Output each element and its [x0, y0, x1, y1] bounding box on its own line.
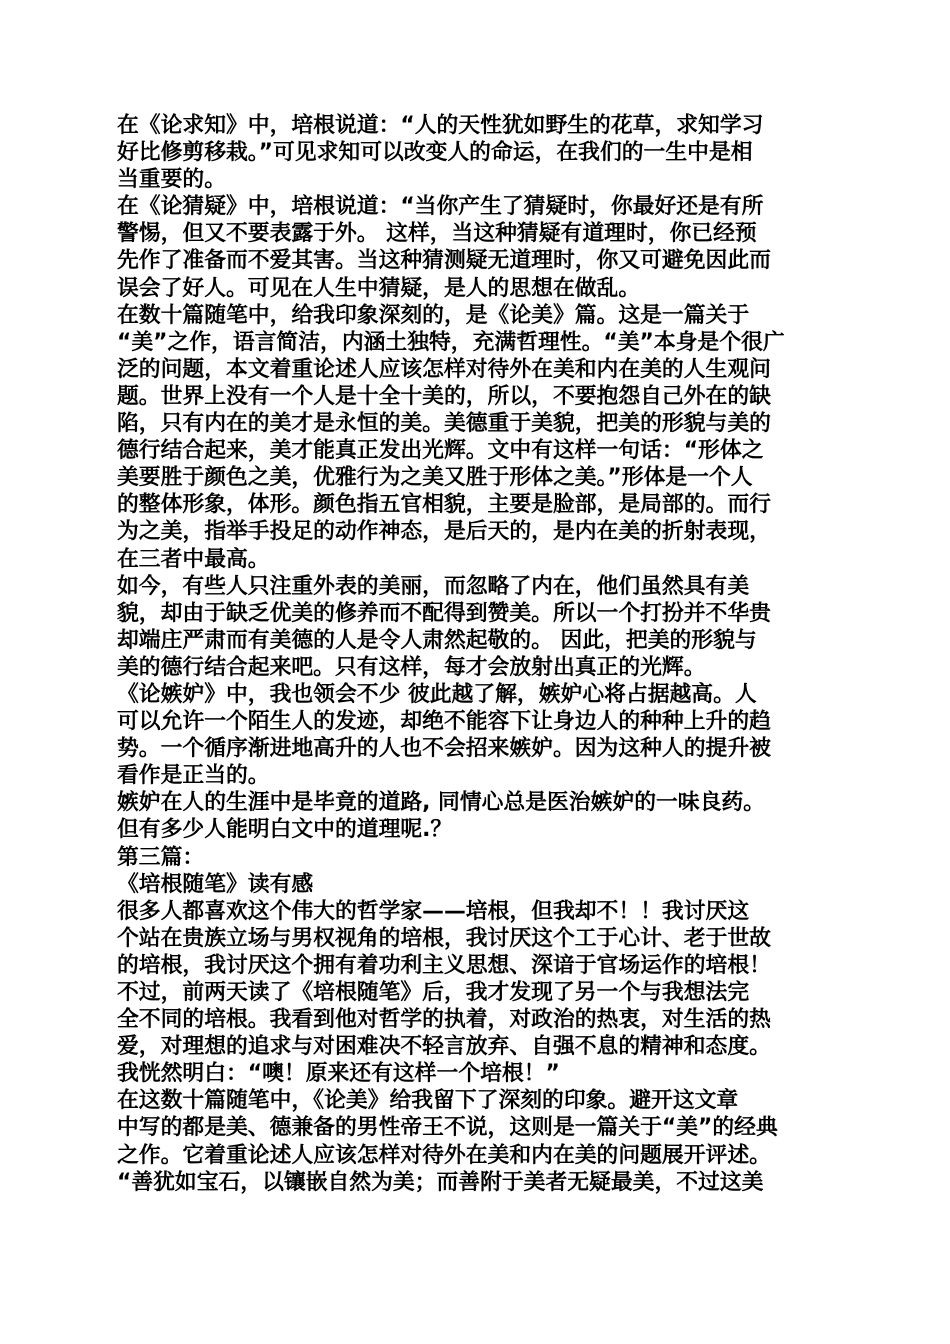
text-line: 美要胜于颜色之美，优雅行为之美又胜于形体之美。”形体是一个人 — [117, 465, 753, 491]
text-line: 但有多少人能明白文中的道理呢.？ — [117, 817, 453, 843]
text-line: 如今，有些人只注重外表的美丽，而忽略了内在，他们虽然具有美 — [117, 573, 750, 599]
text-line: 《论嫉妒》中，我也领会不少 彼此越了解，嫉妒心将占据越高。人 — [117, 681, 757, 707]
text-line: 之作。它着重论述人应该怎样对待外在美和内在美的问题展开评述。 — [117, 1142, 771, 1168]
text-line: 个站在贵族立场与男权视角的培根，我讨厌这个工于心计、老于世故 — [117, 925, 771, 951]
text-line: 误会了好人。可见在人生中猜疑，是人的思想在做乱。 — [117, 275, 641, 301]
text-line: 不过，前两天读了《培根随笔》后，我才发现了另一个与我想法完 — [117, 980, 750, 1005]
text-line: 爱，对理想的追求与对困难决不轻言放弃、自强不息的精神和态度。 — [117, 1034, 771, 1060]
text-line: 先作了准备而不爱其害。当这种猜测疑无道理时，你又可避免因此而 — [117, 248, 771, 274]
text-line: 很多人都喜欢这个伟大的哲学家——培根，但我却不！！我讨厌这 — [117, 898, 750, 924]
text-line: 在三者中最高。 — [117, 546, 270, 572]
text-line: “善犹如宝石，以镶嵌自然为美；而善附于美者无疑最美，不过这美 — [117, 1169, 764, 1195]
text-line: 警惕，但又不要表露于外。 这样，当这种猜疑有道理时，你已经预 — [117, 221, 757, 247]
text-line: 在这数十篇随笔中，《论美》给我留下了深刻的印象。避开这文章 — [117, 1088, 739, 1114]
text-line: 陷，只有内在的美才是永恒的美。美德重于美貌，把美的形貌与美的 — [117, 411, 771, 437]
text-line: 泛的问题，本文着重论述人应该怎样对待外在美和内在美的人生观问 — [117, 356, 771, 382]
text-line: 全不同的培根。我看到他对哲学的执着，对政治的热衷，对生活的热 — [117, 1007, 771, 1033]
text-line: 为之美，指举手投足的动作神态，是后天的，是内在美的折射表现， — [117, 519, 771, 545]
text-line: 《培根随笔》读有感 — [117, 871, 314, 897]
text-line: 德行结合起来，美才能真正发出光辉。文中有这样一句话：“形体之 — [117, 438, 764, 464]
text-line: 却端庄严肃而有美德的人是令人肃然起敬的。 因此，把美的形貌与 — [117, 627, 757, 653]
text-line: 貌，却由于缺乏优美的修养而不配得到赞美。所以一个打扮并不华贵 — [117, 600, 771, 626]
text-line: 我恍然明白：“噢！原来还有这样一个培根！” — [117, 1061, 560, 1087]
text-line: 第三篇： — [117, 844, 205, 870]
text-line: 在数十篇随笔中，给我印象深刻的，是《论美》篇。这是一篇关于 — [117, 302, 750, 328]
text-line: 的整体形象，体形。颜色指五官相貌，主要是脸部，是局部的。而行 — [117, 492, 771, 518]
text-line: 美的德行结合起来吧。只有这样，每才会放射出真正的光辉。 — [117, 654, 706, 680]
text-line: “美”之作，语言简洁，内涵土独特，充满哲理性。“美”本身是个很广 — [117, 329, 785, 355]
text-line: 嫉妒在人的生涯中是毕竟的道路, 同情心总是医治嫉妒的一味良药。 — [117, 790, 765, 816]
text-line: 当重要的。 — [117, 167, 226, 193]
text-line: 可以允许一个陌生人的发迹，却绝不能容下让身边人的种种上升的趋 — [117, 709, 771, 735]
text-line: 中写的都是美、德兼备的男性帝王不说，这则是一篇关于“美”的经典 — [117, 1115, 778, 1141]
text-line: 的培根，我讨厌这个拥有着功利主义思想、深谙于官场运作的培根！ — [117, 952, 771, 978]
text-line: 在《论猜疑》中，培根说道：“当你产生了猜疑时，你最好还是有所 — [117, 194, 764, 220]
text-line: 题。世界上没有一个人是十全十美的，所以，不要抱怨自己外在的缺 — [117, 383, 771, 409]
body-text — [117, 112, 839, 1196]
text-line: 势。一个循序渐进地高升的人也不会招来嫉妒。因为这种人的提升被 — [117, 736, 771, 762]
text-line: 在《论求知》中，培根说道：“人的天性犹如野生的花草，求知学习 — [117, 113, 764, 138]
text-line: 看作是正当的。 — [117, 763, 270, 789]
text-line: 好比修剪移栽。”可见求知可以改变人的命运，在我们的一生中是相 — [117, 140, 753, 166]
